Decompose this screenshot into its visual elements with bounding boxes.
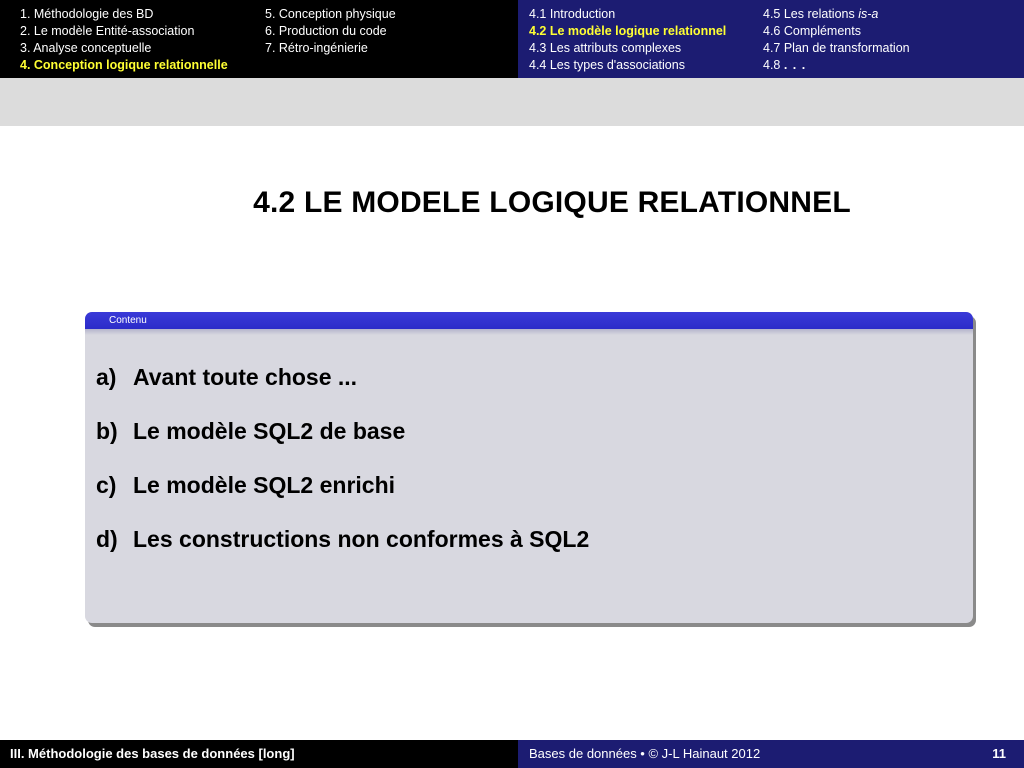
footer-right [518, 740, 1024, 768]
list-item-label: d) [96, 526, 118, 552]
subsection-navigation [518, 0, 1024, 78]
content-box-header-fade [85, 329, 973, 335]
nav-section-conception-logique[interactable]: 4. Conception logique relationnelle [20, 58, 228, 72]
nav-section-entite-association[interactable]: 2. Le modèle Entité-association [20, 24, 195, 38]
footer-left [0, 740, 518, 768]
header-divider-band [0, 78, 1024, 126]
footer-course-title: III. Méthodologie des bases de données [long] [10, 746, 295, 761]
nav-subsection-more-dots: . . . [783, 58, 807, 72]
nav-subsection-complements[interactable]: 4.6 Compléments [763, 24, 861, 38]
nav-section-analyse-conceptuelle[interactable]: 3. Analyse conceptuelle [20, 41, 152, 55]
list-item-text: Le modèle SQL2 de base [133, 418, 406, 444]
nav-section-retro-ingenierie[interactable]: 7. Rétro-ingénierie [265, 41, 368, 55]
nav-subsection-types-associations[interactable]: 4.4 Les types d'associations [529, 58, 685, 72]
subsection-column-2 [763, 6, 910, 74]
list-item [96, 364, 589, 418]
list-item-text: Le modèle SQL2 enrichi [133, 472, 396, 498]
list-item-text: Les constructions non conformes à SQL2 [133, 526, 590, 552]
nav-subsection-more-prefix: 4.8 [763, 58, 784, 72]
content-box [85, 312, 973, 623]
subsection-column-1 [529, 6, 726, 74]
list-item [96, 526, 589, 580]
nav-subsection-relations-prefix: 4.5 Les relations [763, 7, 859, 21]
nav-subsection-plan-transformation[interactable]: 4.7 Plan de transformation [763, 41, 910, 55]
list-item-label: b) [96, 418, 118, 444]
nav-section-methodologie[interactable]: 1. Méthodologie des BD [20, 7, 154, 21]
list-item-text: Avant toute chose ... [133, 364, 358, 390]
top-navigation-bar [0, 0, 1024, 78]
content-box-header: Contenu [85, 312, 973, 329]
nav-subsection-relations-is-a[interactable] [763, 6, 910, 23]
nav-subsection-relations-is-a-italic: is-a [858, 7, 879, 21]
nav-subsection-more[interactable] [763, 57, 910, 74]
footer-copyright: Bases de données • © J-L Hainaut 2012 [529, 746, 761, 761]
page-number: 11 [992, 746, 1006, 761]
nav-section-conception-physique[interactable]: 5. Conception physique [265, 7, 396, 21]
slide-title: 4.2 LE MODELE LOGIQUE RELATIONNEL [253, 186, 851, 219]
list-item [96, 472, 589, 526]
section-column-2 [265, 6, 396, 57]
list-item [96, 418, 589, 472]
section-navigation [0, 0, 518, 78]
footer-bar [0, 740, 1024, 768]
list-item-label: c) [96, 472, 117, 498]
content-list [96, 364, 589, 580]
nav-subsection-modele-logique[interactable]: 4.2 Le modèle logique relationnel [529, 24, 727, 38]
nav-subsection-introduction[interactable]: 4.1 Introduction [529, 7, 616, 21]
nav-subsection-attributs-complexes[interactable]: 4.3 Les attributs complexes [529, 41, 682, 55]
list-item-label: a) [96, 364, 117, 390]
nav-section-production-code[interactable]: 6. Production du code [265, 24, 387, 38]
section-column-1 [20, 6, 228, 74]
